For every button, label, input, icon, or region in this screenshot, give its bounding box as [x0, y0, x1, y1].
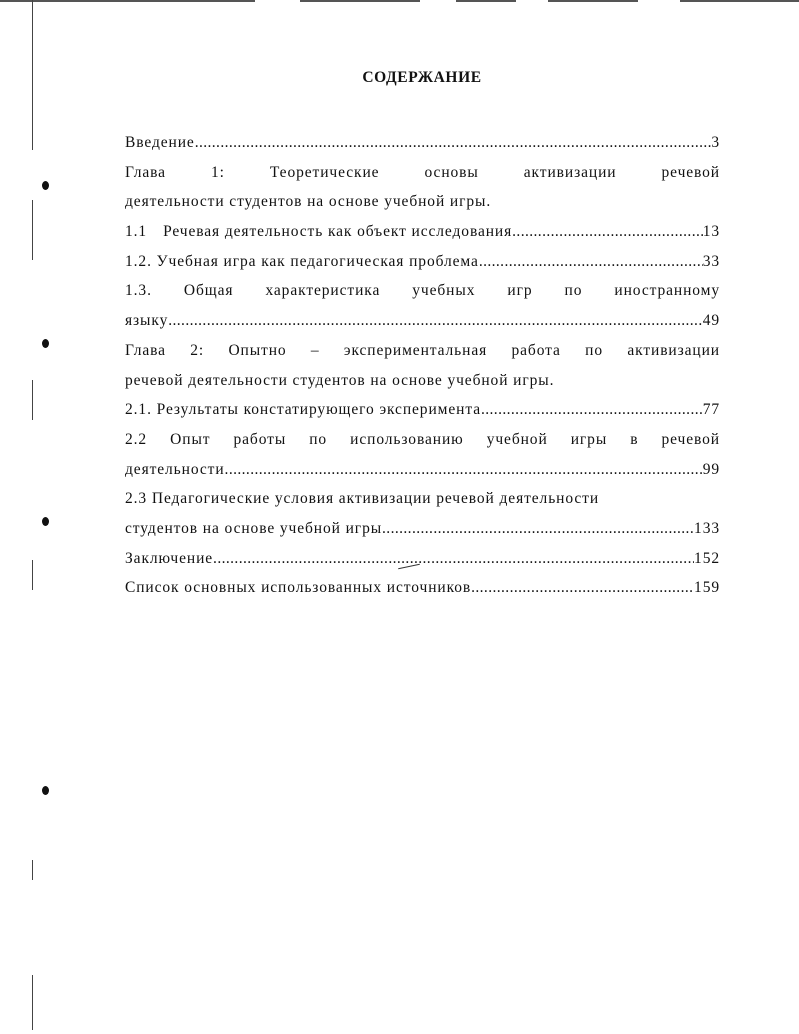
toc-entry: 2.1. Результаты констатирующего эксперимента ..... 77: [125, 395, 720, 425]
binder-hole-mark: [42, 786, 49, 795]
scan-top-edge: [0, 0, 799, 3]
toc-entry: 1.1 Речевая деятельность как объект исследования ..... 13: [125, 217, 720, 247]
page-number: 152: [694, 549, 720, 567]
toc-chapter-line: Глава 1: Теоретические основы активизации речевой: [125, 163, 720, 181]
toc-entry: языку ..... 49: [125, 306, 720, 336]
page-title: СОДЕРЖАНИЕ: [362, 69, 482, 86]
page-number: 77: [702, 401, 720, 419]
toc-chapter-line: деятельности студентов на основе учебной игры.: [125, 193, 492, 211]
page-number: 99: [702, 460, 720, 478]
page-number: 13: [702, 223, 720, 241]
scan-left-edge: [32, 0, 34, 1034]
toc-chapter-line: речевой деятельности студентов на основе учебной игры.: [125, 371, 555, 389]
table-of-contents: [125, 128, 720, 603]
toc-section-line: 2.2 Опыт работы по использованию учебной игры в речевой: [125, 430, 720, 448]
page-number: 133: [694, 519, 720, 537]
toc-entry: Список основных использованных источников ..... 159: [125, 573, 720, 603]
page-number: 3: [711, 134, 720, 151]
toc-entry: Заключение ..... 152: [125, 544, 720, 574]
toc-entry: 1.2. Учебная игра как педагогическая проблема ..... 33: [125, 247, 720, 277]
page-number: 33: [702, 252, 720, 270]
toc-entry: студентов на основе учебной игры ..... 133: [125, 514, 720, 544]
toc-section-line: 2.3 Педагогические условия активизации речевой деятельности: [125, 490, 600, 508]
page-number: 159: [694, 579, 720, 597]
toc-chapter-line: Глава 2: Опытно – экспериментальная работа по активизации: [125, 341, 720, 359]
toc-entry: деятельности ..... 99: [125, 455, 720, 485]
binder-hole-mark: [42, 517, 49, 526]
binder-hole-mark: [42, 339, 49, 348]
binder-hole-mark: [42, 181, 49, 190]
toc-section-line: 1.3. Общая характеристика учебных игр по иностранному: [125, 282, 720, 300]
toc-entry: Введение ..... 3: [125, 128, 720, 158]
page-number: 49: [702, 312, 720, 330]
